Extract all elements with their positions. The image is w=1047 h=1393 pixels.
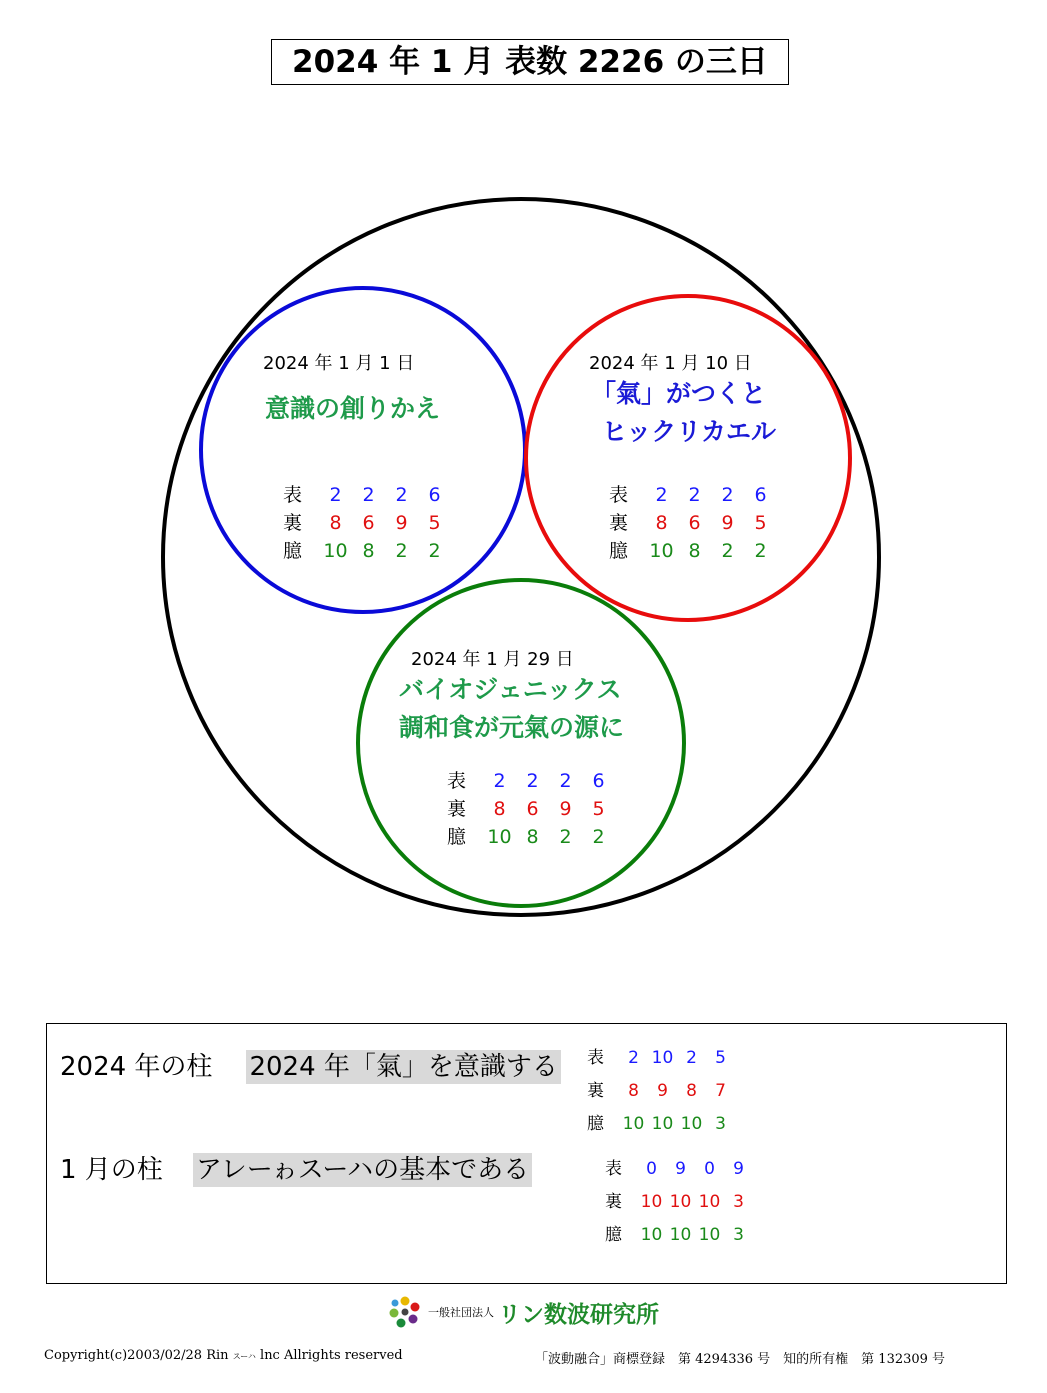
value: 5 (715, 1048, 726, 1068)
value: 2 (592, 826, 605, 848)
table-row (283, 481, 451, 509)
row-label: 裏 (609, 512, 629, 534)
value: 8 (493, 798, 506, 820)
copyright-post: lnc Allrights reserved (260, 1348, 403, 1363)
table-row (609, 481, 777, 509)
value: 9 (395, 512, 408, 534)
number-table (283, 481, 451, 565)
value: 0 (646, 1159, 657, 1179)
logo-icon (388, 1295, 422, 1329)
value: 2 (493, 770, 506, 792)
value: 10 (669, 1192, 692, 1212)
date-label: 2024 年 1 月 1 日 (263, 353, 415, 374)
row-label: 表 (609, 484, 629, 506)
value: 2 (754, 540, 767, 562)
table-row (447, 823, 615, 851)
row-label: 臆 (587, 1114, 604, 1134)
table-row (587, 1042, 735, 1075)
value: 0 (704, 1159, 715, 1179)
value: 8 (526, 826, 539, 848)
value: 6 (754, 484, 767, 506)
theme-text (265, 390, 440, 428)
table-row (283, 509, 451, 537)
pillar-month-numbers (605, 1153, 753, 1252)
value: 2 (688, 484, 701, 506)
value: 10 (649, 540, 674, 562)
circle-day-10 (526, 296, 850, 620)
pillar-month (60, 1149, 532, 1186)
table-row (587, 1075, 735, 1108)
row-label: 表 (447, 770, 467, 792)
value: 10 (669, 1225, 692, 1245)
value: 8 (655, 512, 668, 534)
value: 2 (395, 484, 408, 506)
row-label: 裏 (587, 1081, 604, 1101)
table-row (283, 537, 451, 565)
value: 2 (686, 1048, 697, 1068)
value: 10 (487, 826, 512, 848)
theme-line: 「氣」がつくと (591, 379, 767, 408)
table-row (447, 795, 615, 823)
value: 7 (715, 1081, 726, 1101)
value: 6 (688, 512, 701, 534)
row-label: 臆 (447, 826, 467, 848)
value: 8 (686, 1081, 697, 1101)
value: 2 (395, 540, 408, 562)
value: 10 (640, 1225, 663, 1245)
theme-line: バイオジェニックス (399, 675, 622, 704)
value: 2 (559, 770, 572, 792)
value: 5 (754, 512, 767, 534)
theme-text (591, 375, 776, 451)
value: 10 (651, 1114, 674, 1134)
value: 2 (655, 484, 668, 506)
pillar-text: アレーゎスーハの基本である (193, 1153, 532, 1187)
value: 10 (680, 1114, 703, 1134)
value: 5 (428, 512, 441, 534)
number-table (447, 767, 615, 851)
row-label: 裏 (447, 798, 467, 820)
table-row (609, 509, 777, 537)
value: 9 (559, 798, 572, 820)
logo-small-text: 一般社団法人 (428, 1306, 494, 1319)
date-label: 2024 年 1 月 10 日 (589, 353, 752, 374)
theme-line: 意識の創りかえ (265, 394, 441, 423)
row-label: 表 (283, 484, 303, 506)
value: 2 (526, 770, 539, 792)
table-row (605, 1186, 753, 1219)
value: 10 (640, 1192, 663, 1212)
value: 10 (698, 1192, 721, 1212)
theme-line: 調和食が元氣の源に (399, 713, 625, 742)
value: 6 (526, 798, 539, 820)
value: 2 (721, 540, 734, 562)
copyright (44, 1348, 403, 1363)
value: 2 (721, 484, 734, 506)
value: 3 (733, 1192, 744, 1212)
value: 2 (329, 484, 342, 506)
pillar-year (60, 1046, 561, 1083)
value: 6 (362, 512, 375, 534)
value: 8 (362, 540, 375, 562)
trademark: 「波動融合」商標登録 第 4294336 号 知的所有権 第 132309 号 (535, 1352, 946, 1367)
table-row (605, 1219, 753, 1252)
value: 9 (721, 512, 734, 534)
value: 3 (733, 1225, 744, 1245)
value: 6 (592, 770, 605, 792)
row-label: 臆 (283, 540, 303, 562)
value: 8 (329, 512, 342, 534)
pillar-label: 2024 年の柱 (60, 1052, 213, 1082)
pillar-label: 1 月の柱 (60, 1155, 163, 1185)
value: 5 (592, 798, 605, 820)
date-label: 2024 年 1 月 29 日 (411, 649, 574, 670)
value: 9 (675, 1159, 686, 1179)
value: 6 (428, 484, 441, 506)
row-label: 表 (605, 1159, 622, 1179)
row-label: 表 (587, 1048, 604, 1068)
value: 10 (323, 540, 348, 562)
value: 8 (688, 540, 701, 562)
value: 2 (428, 540, 441, 562)
copyright-small: スーハ (232, 1352, 256, 1361)
value: 10 (698, 1225, 721, 1245)
theme-line: ヒックリカエル (602, 417, 777, 446)
table-row (609, 537, 777, 565)
value: 9 (657, 1081, 668, 1101)
row-label: 臆 (605, 1225, 622, 1245)
pillar-year-numbers (587, 1042, 735, 1141)
row-label: 臆 (609, 540, 629, 562)
value: 2 (628, 1048, 639, 1068)
value: 9 (733, 1159, 744, 1179)
table-row (587, 1108, 735, 1141)
page-title: 2024 年 1 月 表数 2226 の三日 (271, 39, 789, 85)
row-label: 裏 (283, 512, 303, 534)
table-row (605, 1153, 753, 1186)
table-row (447, 767, 615, 795)
value: 2 (362, 484, 375, 506)
value: 2 (559, 826, 572, 848)
pillar-text: 2024 年「氣」を意識する (246, 1050, 560, 1084)
value: 10 (622, 1114, 645, 1134)
row-label: 裏 (605, 1192, 622, 1212)
value: 10 (651, 1048, 674, 1068)
value: 3 (715, 1114, 726, 1134)
copyright-pre: Copyright(c)2003/02/28 Rin (44, 1348, 229, 1363)
number-table (609, 481, 777, 565)
logo-name: リン数波研究所 (498, 1301, 659, 1328)
theme-text (399, 671, 624, 747)
logo (388, 1295, 659, 1329)
value: 8 (628, 1081, 639, 1101)
